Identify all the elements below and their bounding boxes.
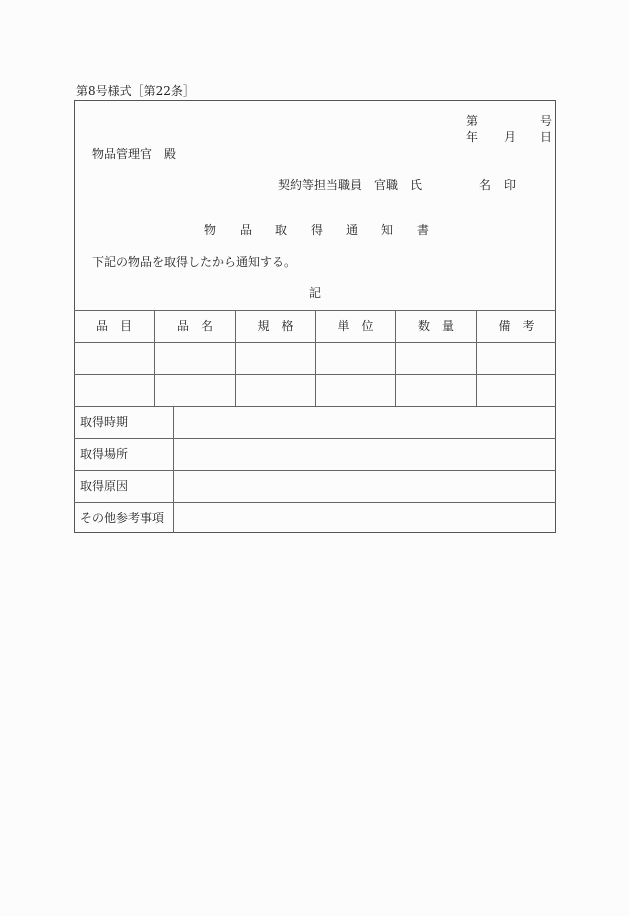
- date-day: 日: [540, 130, 553, 144]
- value-acquisition-reason[interactable]: [174, 470, 556, 502]
- table-cell[interactable]: [74, 374, 154, 406]
- table-cell[interactable]: [236, 342, 315, 374]
- table-cell[interactable]: [236, 374, 315, 406]
- label-acquisition-date: 取得時期: [80, 415, 129, 429]
- value-other-notes[interactable]: [174, 502, 556, 534]
- seal-label: 印: [504, 178, 517, 192]
- sender-name-label: 名: [479, 178, 492, 192]
- column-header-name: 品 名: [176, 319, 213, 333]
- title-char-6: 知: [381, 223, 394, 237]
- title-char-4: 得: [311, 223, 324, 237]
- table-cell[interactable]: [155, 374, 235, 406]
- table-cell[interactable]: [477, 342, 556, 374]
- sender-title: 契約等担当職員 官職 氏: [278, 178, 423, 192]
- table-cell[interactable]: [316, 342, 395, 374]
- column-header-item: 品 目: [95, 319, 132, 333]
- table-cell[interactable]: [396, 374, 476, 406]
- date-month: 月: [504, 130, 517, 144]
- title-char-1: 物: [204, 223, 217, 237]
- form-number-label: 第8号様式［第22条］: [76, 84, 195, 98]
- table-cell[interactable]: [316, 374, 395, 406]
- body-text: 下記の物品を取得したから通知する。: [92, 255, 297, 269]
- value-acquisition-date[interactable]: [174, 406, 556, 438]
- column-header-remarks: 備 考: [498, 319, 535, 333]
- label-acquisition-reason: 取得原因: [80, 479, 129, 493]
- title-char-3: 取: [275, 223, 288, 237]
- title-char-7: 書: [417, 223, 430, 237]
- column-header-unit: 単 位: [337, 319, 374, 333]
- column-header-spec: 規 格: [257, 319, 294, 333]
- title-char-2: 品: [240, 223, 253, 237]
- addressee: 物品管理官 殿: [92, 147, 177, 161]
- number-prefix: 第: [466, 114, 479, 128]
- title-char-5: 通: [346, 223, 359, 237]
- table-cell[interactable]: [74, 342, 154, 374]
- column-header-quantity: 数 量: [417, 319, 454, 333]
- table-cell[interactable]: [396, 342, 476, 374]
- value-acquisition-place[interactable]: [174, 438, 556, 470]
- table-cell[interactable]: [477, 374, 556, 406]
- number-suffix: 号: [540, 114, 553, 128]
- label-other-notes: その他参考事項: [80, 511, 165, 525]
- date-year: 年: [466, 130, 479, 144]
- label-acquisition-place: 取得場所: [80, 447, 129, 461]
- table-cell[interactable]: [155, 342, 235, 374]
- ki-label: 記: [309, 286, 322, 300]
